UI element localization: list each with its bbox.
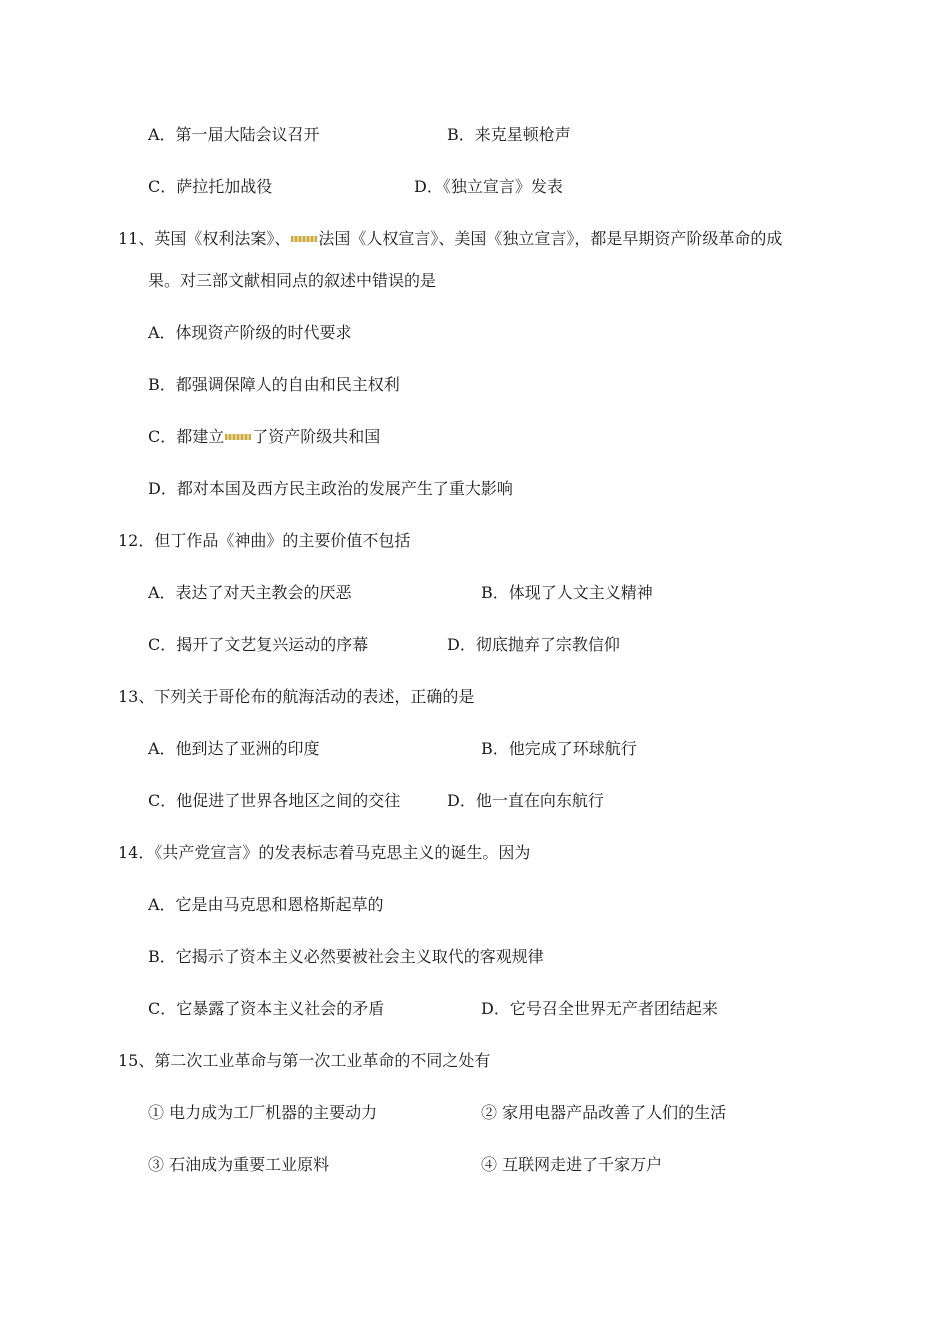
q12-stem: 12．但丁作品《神曲》的主要价值不包括	[118, 531, 411, 550]
q13-option-b: B．他完成了环球航行	[481, 739, 637, 758]
q11-stem-line1	[118, 228, 782, 250]
q11-stem-part1: 11、英国《权利法案》、	[118, 229, 291, 248]
q14-option-a: A．它是由马克思和恩格斯起草的	[148, 895, 384, 914]
q12-option-c: C．揭开了文艺复兴运动的序幕	[148, 635, 369, 654]
q12-option-d: D．彻底抛弃了宗教信仰	[447, 635, 620, 654]
q14-stem: 14．《共产党宣言》的发表标志着马克思主义的诞生。因为	[118, 843, 531, 862]
q11-option-a: A．体现资产阶级的时代要求	[148, 323, 352, 342]
q11-stem-line2: 果。对三部文献相同点的叙述中错误的是	[148, 271, 437, 290]
q14-option-d: D．它号召全世界无产者团结起来	[481, 999, 718, 1018]
q11-stem-part2: 法国《人权宣言》、美国《独立宣言》，都是早期资产阶级革命的成	[318, 229, 783, 248]
q14-option-c: C．它暴露了资本主义社会的矛盾	[148, 999, 385, 1018]
highlight-mark	[225, 434, 251, 440]
q13-stem: 13、下列关于哥伦布的航海活动的表述，正确的是	[118, 687, 475, 706]
q13-option-a: A．他到达了亚洲的印度	[148, 739, 320, 758]
q11-option-c-part2: 了资产阶级共和国	[252, 427, 381, 446]
q12-option-a: A．表达了对天主教会的厌恶	[148, 583, 352, 602]
q15-item-2: ② 家用电器产品改善了人们的生活	[481, 1103, 727, 1122]
q15-stem: 15、第二次工业革命与第一次工业革命的不同之处有	[118, 1051, 491, 1070]
q10-option-a: A．第一届大陆会议召开	[148, 125, 320, 144]
q15-item-1: ① 电力成为工厂机器的主要动力	[148, 1103, 378, 1122]
q14-option-b: B．它揭示了资本主义必然要被社会主义取代的客观规律	[148, 947, 544, 966]
highlight-mark	[291, 236, 317, 242]
q11-option-c	[148, 426, 380, 448]
q10-option-c: C．萨拉托加战役	[148, 177, 273, 196]
q15-item-4: ④ 互联网走进了千家万户	[481, 1155, 663, 1174]
q10-option-d: D．《独立宣言》发表	[414, 177, 563, 196]
q10-option-b: B．来克星顿枪声	[447, 125, 571, 144]
q12-option-b: B．体现了人文主义精神	[481, 583, 653, 602]
q11-option-d: D．都对本国及西方民主政治的发展产生了重大影响	[148, 479, 513, 498]
q11-option-c-part1: C．都建立	[148, 427, 225, 446]
q13-option-c: C．他促进了世界各地区之间的交往	[148, 791, 401, 810]
q15-item-3: ③ 石油成为重要工业原料	[148, 1155, 330, 1174]
q13-option-d: D．他一直在向东航行	[447, 791, 604, 810]
q11-option-b: B．都强调保障人的自由和民主权利	[148, 375, 400, 394]
